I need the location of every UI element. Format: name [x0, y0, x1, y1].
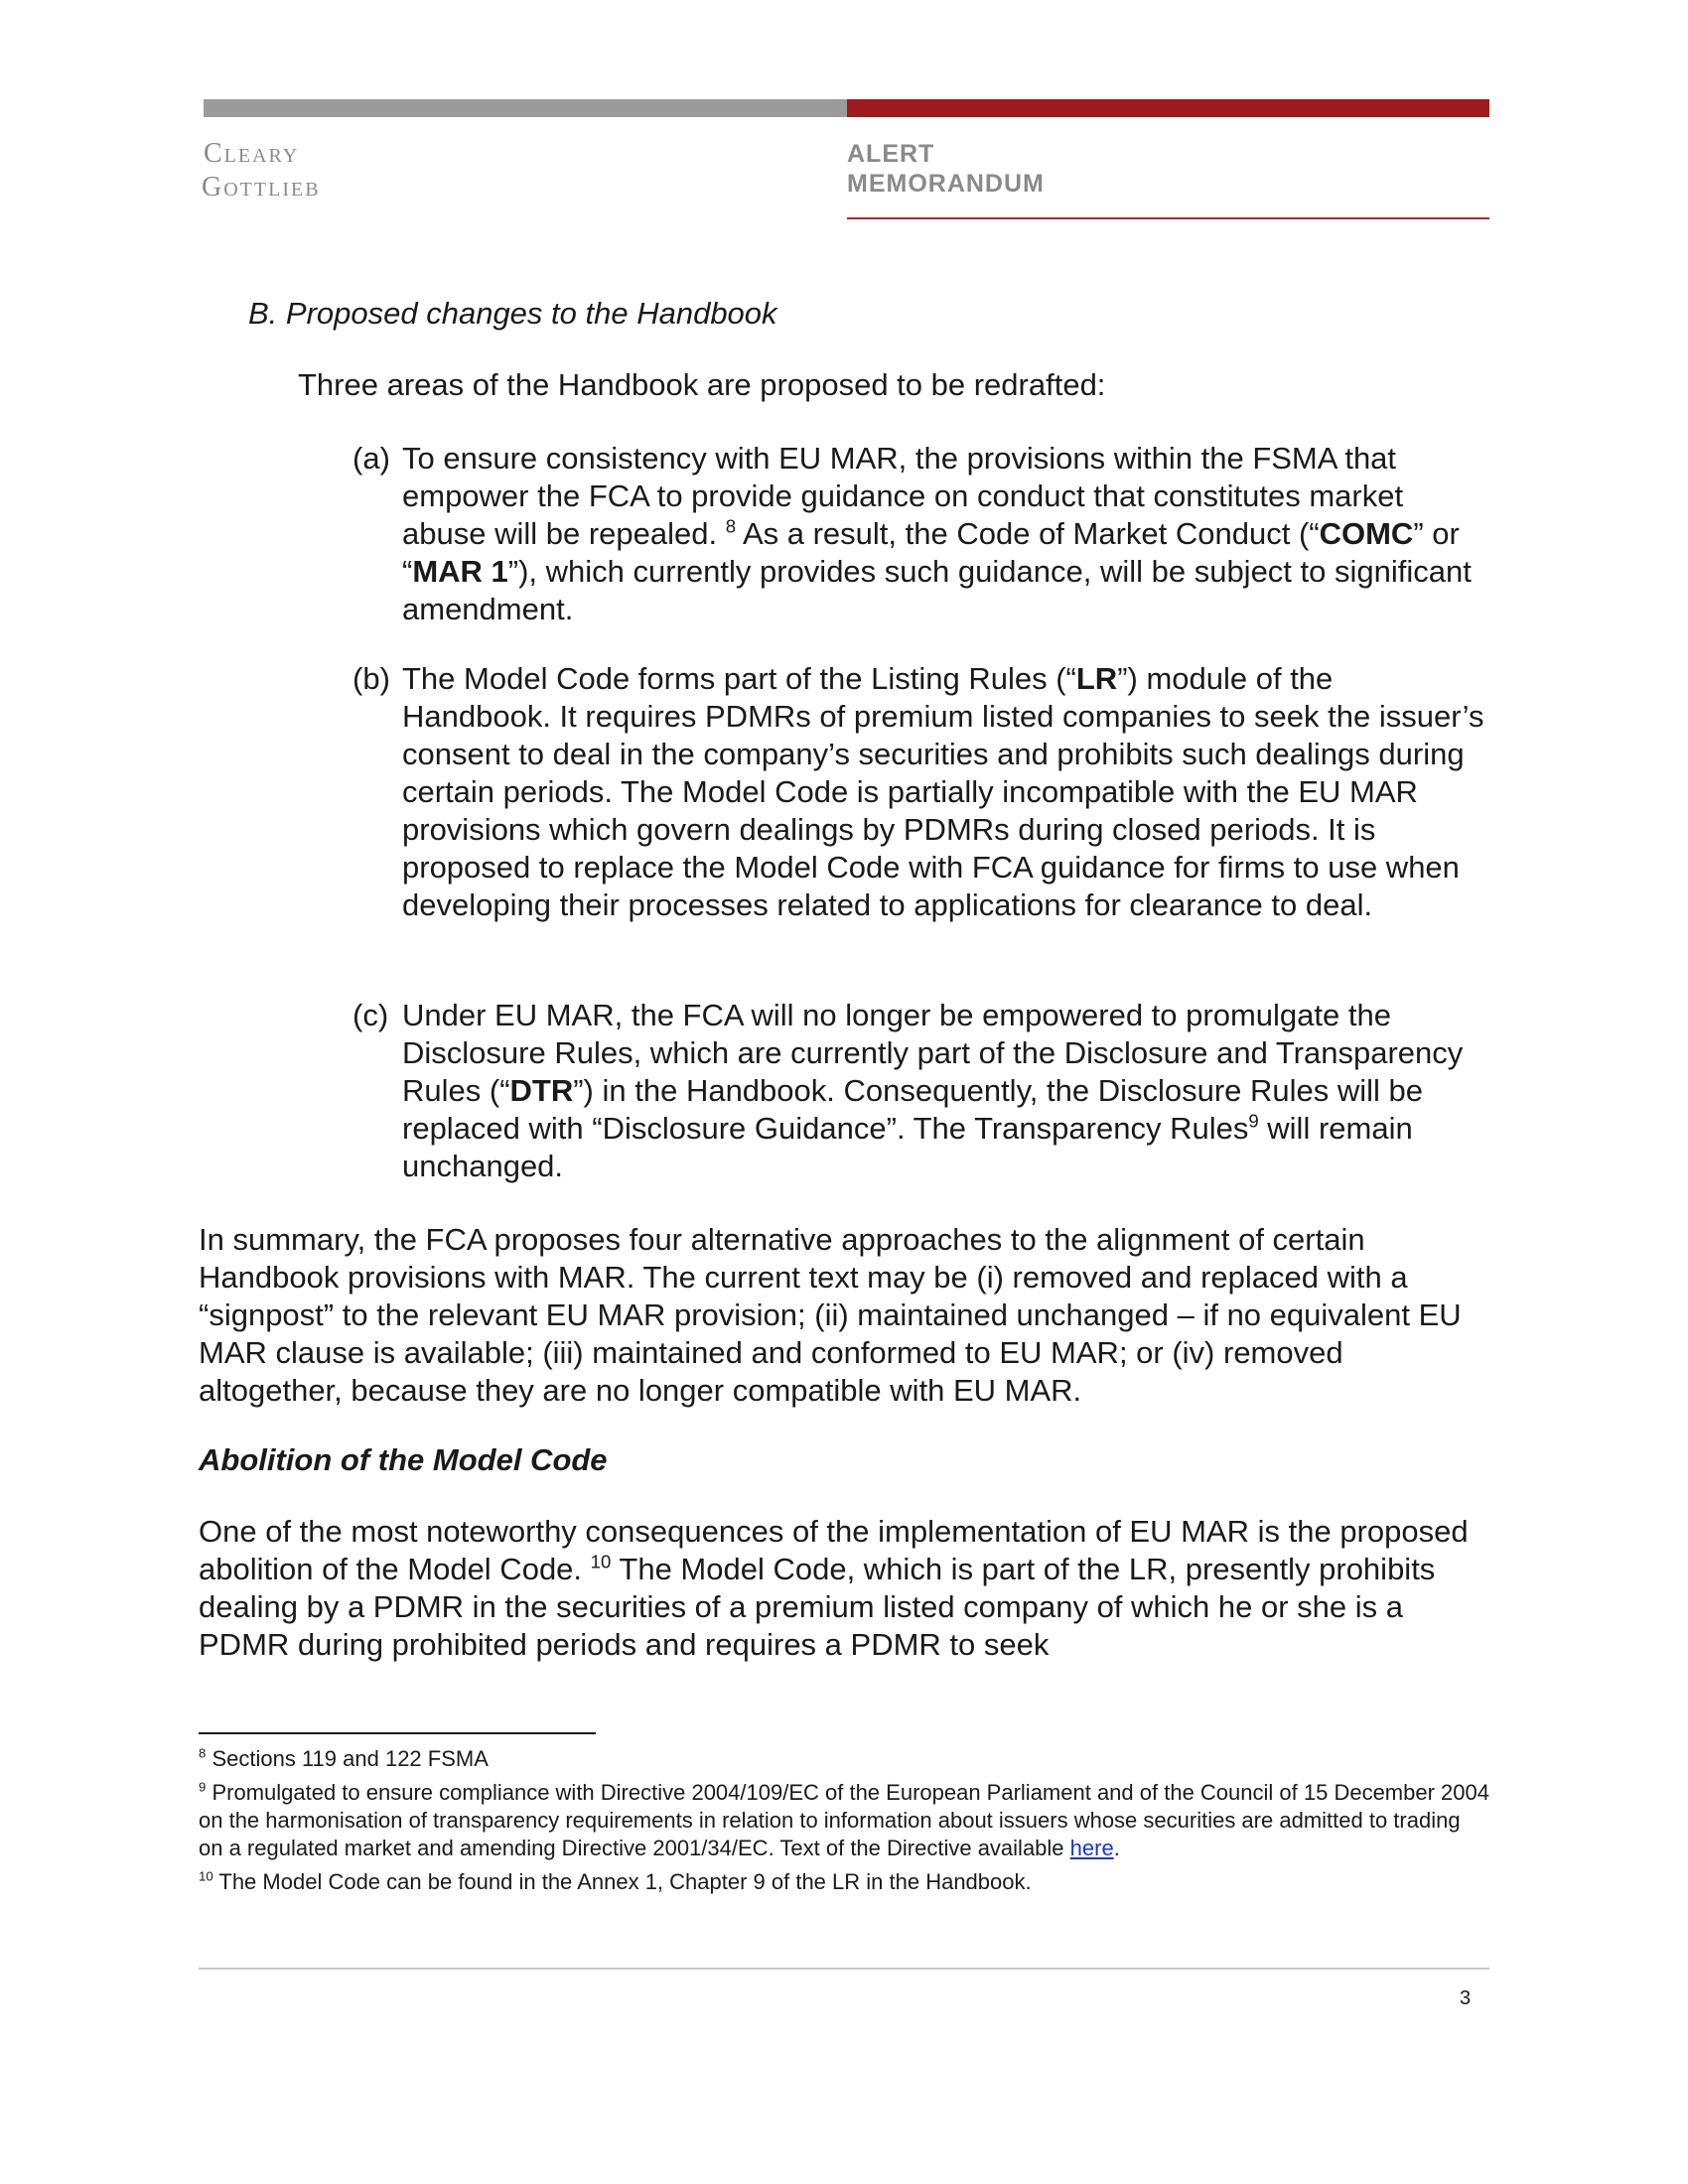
text-span: will remain unchanged. [402, 1111, 1413, 1183]
footnote-ref-9: 9 [1248, 1110, 1259, 1132]
text-span: As a result, the Code of Market Conduct (“ [736, 516, 1320, 551]
header-red-rule [847, 217, 1489, 219]
defined-term-comc: COMC [1319, 516, 1414, 551]
abolition-heading: Abolition of the Model Code [199, 1442, 608, 1477]
defined-term-mar1: MAR 1 [412, 554, 508, 589]
text-span: Under EU MAR, the FCA will no longer be empowered to promulgate the Disclosure Rules, which are currently part of the Disclosure and Transparency Rules (“ [402, 998, 1464, 1108]
text-span: ” or “ [402, 516, 1460, 589]
abolition-paragraph [199, 1513, 1489, 1664]
list-item-b [352, 660, 1484, 924]
footnote-9 [199, 1779, 1489, 1862]
text-span: To ensure consistency with EU MAR, the provisions within the FSMA that empower the FCA to provide guidance on conduct that constitutes market abuse will be repealed. [402, 441, 1404, 551]
footnote-separator [199, 1732, 596, 1734]
footnote-text: The Model Code can be found in the Annex 1, Chapter 9 of the LR in the Handbook. [212, 1869, 1032, 1894]
footnote-number: 10 [199, 1868, 213, 1884]
list-text-c [402, 997, 1484, 1185]
footnote-number: 9 [199, 1779, 207, 1795]
defined-term-lr: LR [1075, 661, 1118, 696]
section-b-intro: Three areas of the Handbook are proposed to be redrafted: [298, 367, 1106, 402]
list-label-a: (a) [352, 441, 390, 476]
list-text-a [402, 440, 1484, 628]
defined-term-dtr: DTR [509, 1073, 574, 1108]
header-bar-gray [204, 99, 847, 117]
text-span: ”), which currently provides such guidance, will be subject to significant amendment. [402, 554, 1472, 626]
page-number: 3 [1460, 1987, 1472, 2009]
memo-title [847, 139, 1045, 199]
section-b-heading: B. Proposed changes to the Handbook [248, 296, 777, 331]
list-label-c: (c) [352, 998, 389, 1032]
firm-logo [204, 137, 321, 205]
text-span: The Model Code, which is part of the LR, presently prohibits dealing by a PDMR in the securities of a premium listed company of which he or she is a PDMR during prohibited periods and requires a PDMR to seek [199, 1552, 1436, 1662]
summary-paragraph: In summary, the FCA proposes four alternative approaches to the alignment of certain Handbook provisions with MAR. The current text may be (i) removed and replaced with a “signpost” to the relevant EU MAR provision; (ii) maintained unchanged – if no equivalent EU MAR clause is available; (iii) maintained and conformed to EU MAR; or (iv) removed altogether, because they are no longer compatible with EU MAR. [199, 1222, 1462, 1408]
footnote-text: Promulgated to ensure compliance with Directive 2004/109/EC of the European Parliament and of the Council of 15 December 2004 on the harmonisation of transparency requirements in relation to information about issuers whose securities are admitted to trading on a regulated market and amending Directive 2001/34/EC. Text of the Directive available [199, 1780, 1489, 1860]
text-span: One of the most noteworthy consequences of the implementation of EU MAR is the proposed abolition of the Model Code. [199, 1514, 1469, 1586]
header-bar-red [847, 99, 1489, 117]
directive-link[interactable]: here [1069, 1836, 1114, 1860]
footnote-text: Sections 119 and 122 FSMA [206, 1746, 489, 1771]
footnote-text: . [1113, 1836, 1120, 1860]
footer-rule [199, 1968, 1489, 1970]
footnotes [199, 1745, 1489, 1902]
footnote-ref-8: 8 [725, 515, 737, 537]
text-span: ”) in the Handbook. Consequently, the Disclosure Rules will be replaced with “Disclosure Guidance”. The Transparency Rules [402, 1073, 1424, 1146]
text-span: ”) module of the Handbook. It requires PDMRs of premium listed companies to seek the issuer’s consent to deal in the company’s securities and prohibits such dealings during certain periods. The Model Code is partially incompatible with the EU MAR provisions which govern dealings by PDMRs during closed periods. It is proposed to replace the Model Code with FCA guidance for firms to use when developing their processes related to applications for clearance to deal. [402, 661, 1484, 922]
footnote-ref-10: 10 [590, 1551, 612, 1572]
footnote-8 [199, 1745, 1489, 1773]
list-item-c [352, 997, 1484, 1185]
logo-line-1: Cleary [204, 138, 300, 169]
logo-line-2: Gottlieb [202, 172, 321, 203]
list-item-a [352, 440, 1484, 628]
list-label-b: (b) [352, 661, 390, 696]
list-text-b [402, 660, 1484, 924]
memo-title-line-2: MEMORANDUM [847, 170, 1045, 198]
footnote-number: 8 [199, 1745, 207, 1761]
memo-title-line-1: ALERT [847, 140, 935, 168]
text-span: The Model Code forms part of the Listing Rules (“ [402, 661, 1076, 696]
footnote-10 [199, 1868, 1489, 1896]
